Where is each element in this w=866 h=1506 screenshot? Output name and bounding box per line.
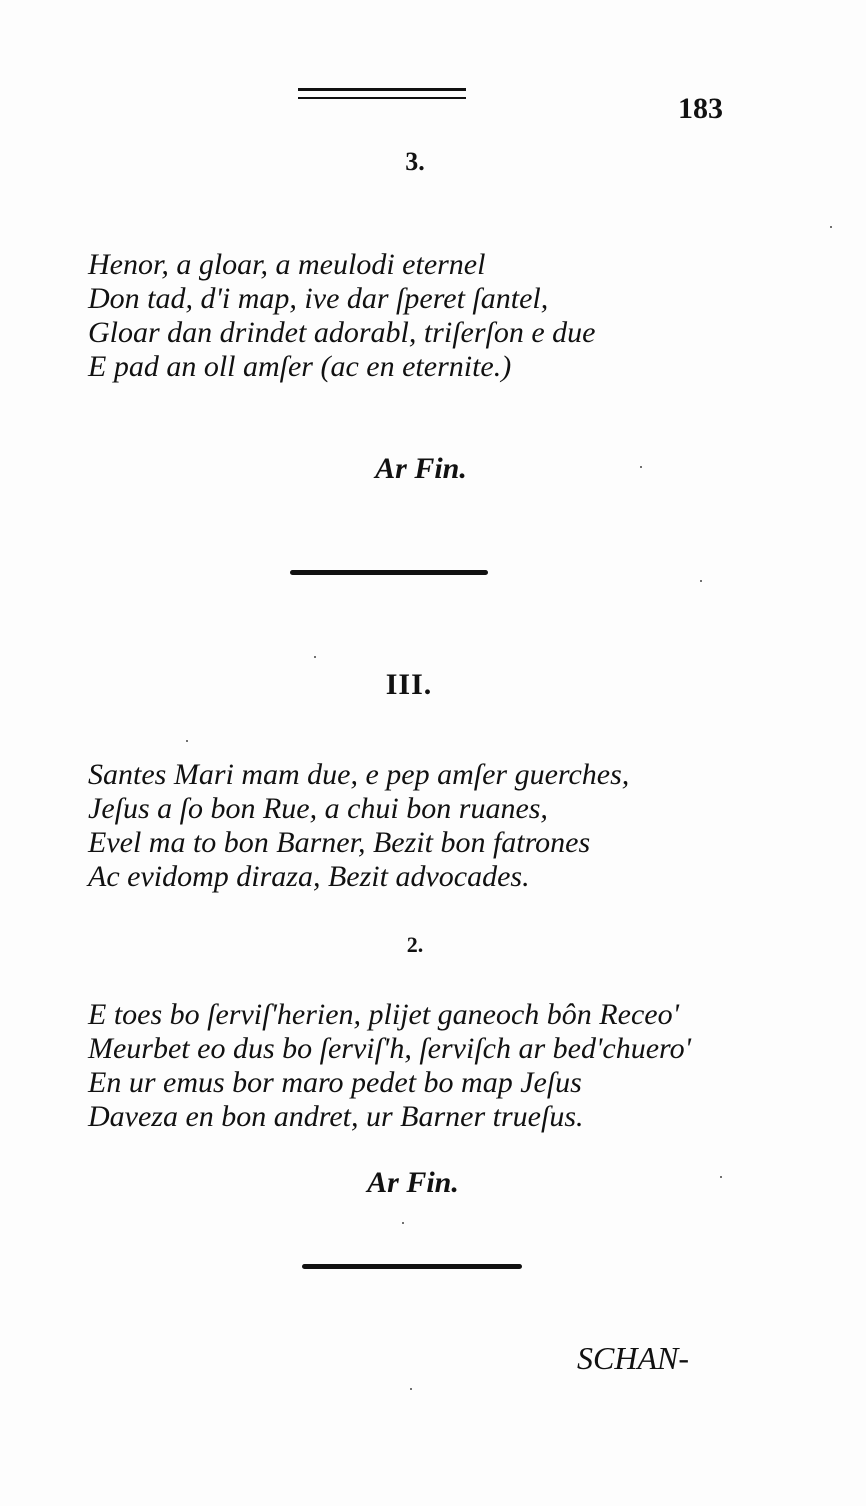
verse-line: Santes Mari mam due, e pep amſer guerches, bbox=[88, 758, 630, 791]
print-speck bbox=[700, 580, 702, 582]
print-speck bbox=[314, 656, 316, 658]
print-speck bbox=[402, 1222, 404, 1224]
verse-line: E toes bo ſerviſ'herien, plijet ganeoch bôn Receo' bbox=[88, 998, 679, 1031]
verse-line: En ur emus bor maro pedet bo map Jeſus bbox=[88, 1066, 582, 1099]
verse-line: Meurbet eo dus bo ſerviſ'h, ſerviſch ar bed'chuero' bbox=[88, 1032, 691, 1065]
ar-fin-heading: Ar Fin. bbox=[367, 1166, 459, 1199]
verse-line: E pad an oll amſer (ac en eternite.) bbox=[88, 350, 512, 383]
print-speck bbox=[640, 466, 642, 468]
print-speck bbox=[720, 1176, 722, 1178]
verse-block-servisherien bbox=[88, 998, 768, 1134]
verse-line: Jeſus a ſo bon Rue, a chui bon ruanes, bbox=[88, 792, 548, 825]
verse-line: Henor, a gloar, a meulodi eternel bbox=[88, 248, 486, 281]
section-divider-rule bbox=[290, 570, 488, 575]
print-speck bbox=[830, 226, 832, 228]
verse-line: Ac evidomp diraza, Bezit advocades. bbox=[88, 860, 530, 893]
section-number: III. bbox=[385, 668, 433, 701]
page-number: 183 bbox=[678, 92, 723, 125]
catchword: SCHAN- bbox=[577, 1340, 689, 1376]
end-divider-rule bbox=[302, 1264, 522, 1269]
stanza-number: 2. bbox=[406, 932, 424, 957]
top-double-rule bbox=[298, 88, 466, 99]
print-speck bbox=[410, 1388, 412, 1390]
print-speck bbox=[186, 740, 188, 742]
verse-line: Evel ma to bon Barner, Bezit bon fatrones bbox=[88, 826, 591, 859]
verse-line: Daveza en bon andret, ur Barner trueſus. bbox=[88, 1100, 584, 1133]
ar-fin-heading: Ar Fin. bbox=[375, 452, 467, 485]
verse-block-santes-mari bbox=[88, 758, 768, 894]
verse-line: Don tad, d'i map, ive dar ſperet ſantel, bbox=[88, 282, 549, 315]
verse-line: Gloar dan drindet adorabl, triſerſon e due bbox=[88, 316, 596, 349]
stanza-number: 3. bbox=[405, 147, 425, 176]
verse-block-doxology bbox=[88, 248, 768, 384]
